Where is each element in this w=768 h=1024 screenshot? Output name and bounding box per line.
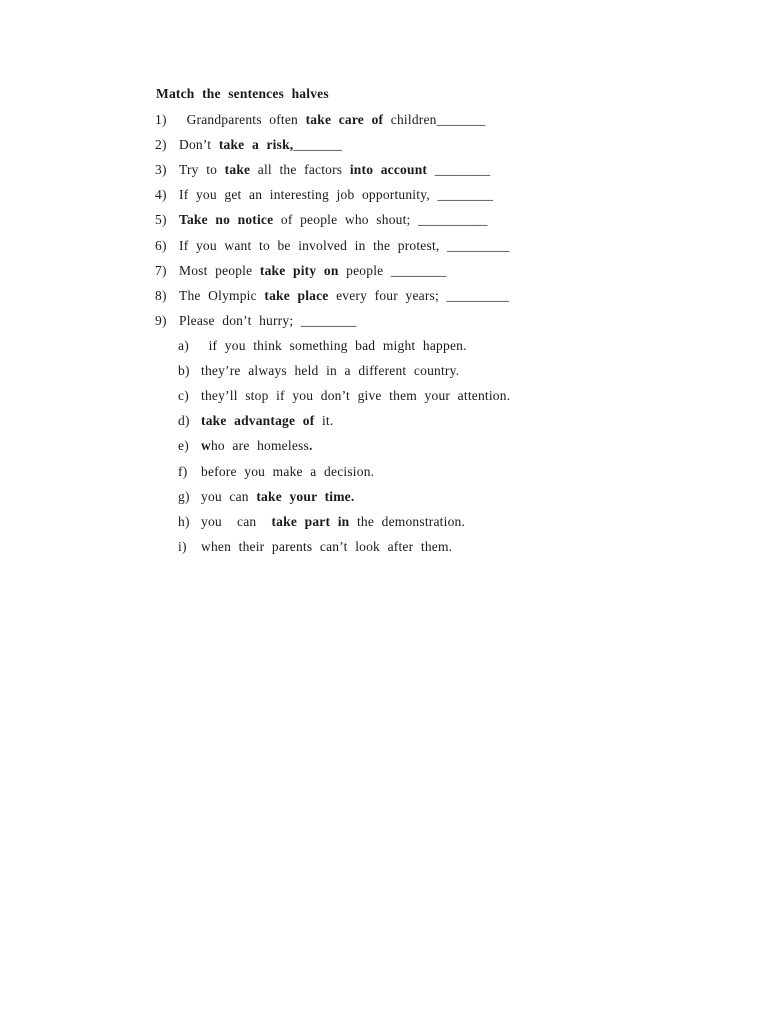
ending-item-text	[201, 437, 313, 455]
bold-phrase: w	[201, 438, 211, 454]
text-segment: Please don’t hurry; ________	[179, 312, 357, 328]
sentence-item-text	[179, 186, 493, 204]
text-segment: ho are homeless	[210, 438, 309, 454]
sentence-item-label: 7)	[155, 262, 167, 278]
bold-phrase: into account	[349, 162, 428, 178]
bold-phrase: take place	[264, 287, 329, 303]
sentence-item-label: 4)	[155, 187, 167, 203]
ending-item-label: c)	[178, 388, 189, 404]
text-segment: If you want to be involved in the protest, _________	[179, 237, 510, 253]
bold-phrase: take part in	[271, 513, 350, 529]
bold-phrase: take advantage of	[201, 413, 315, 429]
sentence-item-label: 3)	[155, 162, 167, 178]
text-segment: If you get an interesting job opportunity, ________	[179, 187, 494, 203]
text-segment: Try to	[179, 162, 225, 178]
ending-item-text	[201, 387, 510, 405]
ending-item-text	[201, 488, 354, 506]
bold-phrase: take care of	[305, 112, 384, 127]
ending-item-text	[201, 337, 467, 355]
sentence-item-text	[179, 312, 356, 330]
sentence-item-text	[179, 211, 488, 229]
text-segment: every four years; _________	[328, 287, 510, 303]
text-segment: it.	[314, 413, 334, 429]
ending-item-text	[201, 513, 465, 531]
sentence-item-label: 1)	[155, 112, 167, 127]
ending-item-label: a)	[178, 338, 189, 353]
ending-item-text	[201, 362, 459, 380]
bold-phrase: take your time.	[256, 488, 355, 504]
text-segment: _______	[293, 137, 343, 153]
bold-phrase: take a risk,	[218, 137, 294, 153]
bold-phrase: Take no notice	[179, 212, 274, 228]
sentence-item-text	[179, 161, 490, 179]
ending-item-label: g)	[178, 488, 190, 504]
sentence-item-label: 9)	[155, 312, 167, 328]
sentence-item-text	[179, 136, 342, 154]
ending-item-label: e)	[178, 438, 189, 454]
text-segment: ________	[427, 162, 491, 178]
sentence-item-label: 2)	[155, 137, 167, 153]
ending-item-label: h)	[178, 513, 190, 529]
text-segment: Most people	[179, 262, 260, 278]
ending-item-text	[201, 538, 452, 556]
text-segment: before you make a decision.	[201, 463, 375, 479]
text-segment: you can	[201, 513, 272, 529]
sentence-item-label: 8)	[155, 287, 167, 303]
ending-item-label: d)	[178, 413, 190, 429]
text-segment: The Olympic	[179, 287, 265, 303]
sentence-item-text	[179, 262, 447, 280]
text-segment: they’re always held in a different country.	[201, 363, 460, 379]
bold-phrase: take	[224, 162, 251, 178]
text-segment: if you think something bad might happen.	[201, 338, 467, 353]
bold-phrase: take pity on	[259, 262, 339, 278]
ending-item-label: i)	[178, 538, 187, 554]
text-segment: Don’t	[179, 137, 219, 153]
ending-item-text	[201, 463, 374, 481]
text-segment: Grandparents often	[179, 112, 306, 127]
sentence-item-text	[179, 287, 509, 305]
text-segment: people ________	[338, 262, 447, 278]
text-segment: all the factors	[250, 162, 350, 178]
sentence-item-label: 6)	[155, 237, 167, 253]
text-segment: the demonstration.	[349, 513, 466, 529]
bold-phrase: .	[308, 438, 313, 454]
ending-item-text	[201, 412, 333, 430]
worksheet-title: Match the sentences halves	[156, 86, 329, 101]
sentence-item-label: 5)	[155, 212, 167, 228]
ending-item-label: f)	[178, 463, 188, 479]
text-segment: they’ll stop if you don’t give them your attention.	[201, 388, 511, 404]
text-segment: children_______	[383, 112, 486, 127]
text-segment: of people who shout; __________	[273, 212, 488, 228]
sentence-item-text	[179, 111, 485, 129]
sentence-item-text	[179, 237, 510, 255]
ending-item-label: b)	[178, 363, 190, 379]
text-segment: you can	[201, 488, 257, 504]
text-segment: when their parents can’t look after them.	[201, 538, 453, 554]
